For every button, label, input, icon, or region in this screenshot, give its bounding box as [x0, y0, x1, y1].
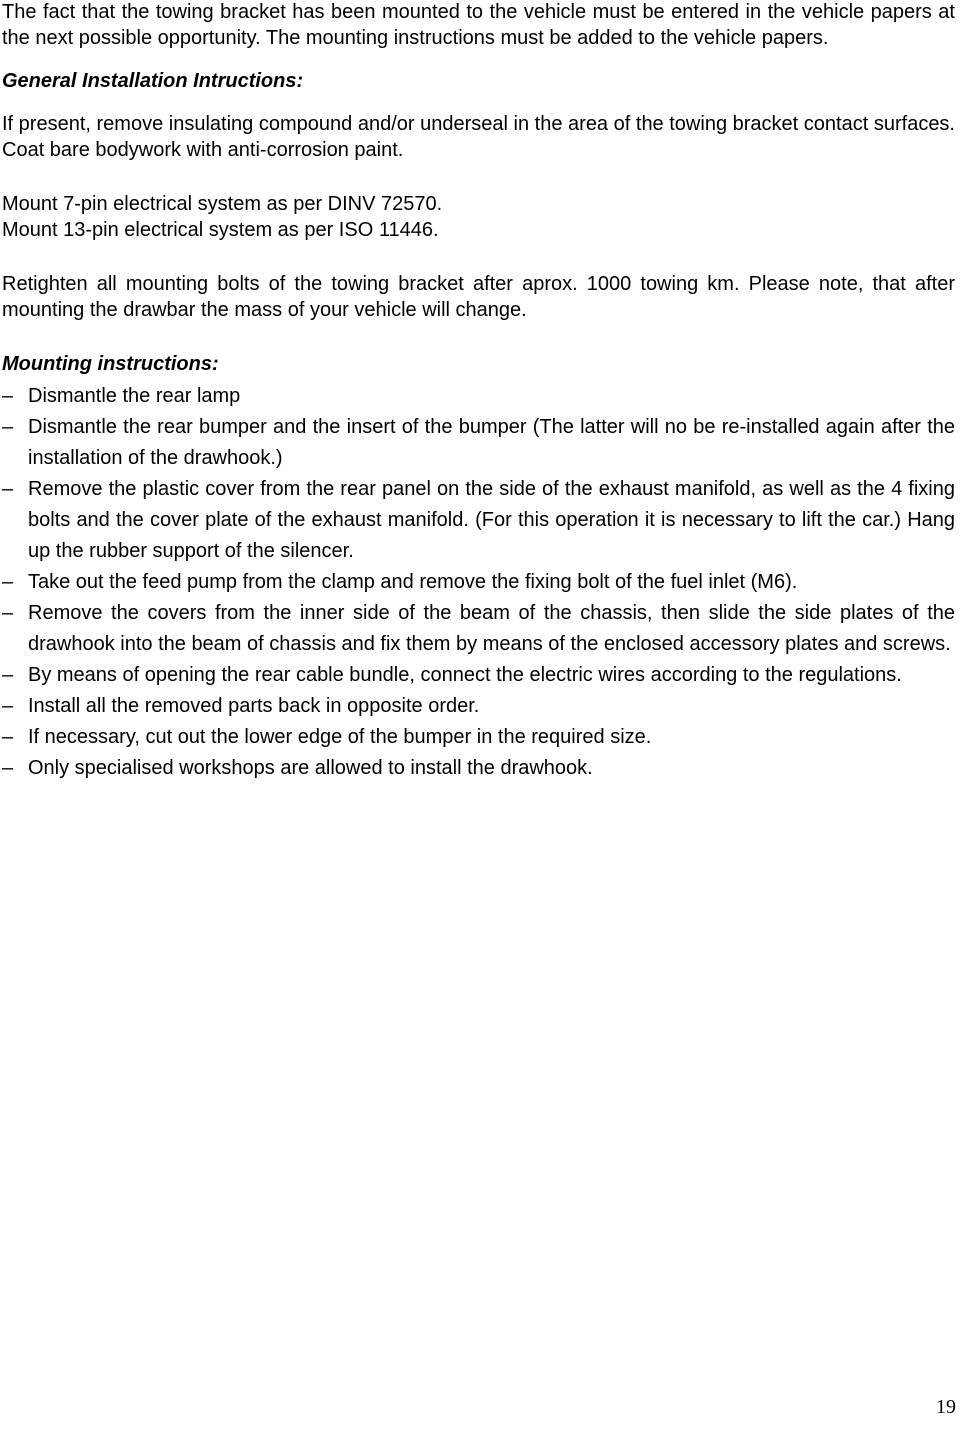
mounting-step	[2, 722, 955, 753]
mounting-step-text: Take out the feed pump from the clamp and remove the fixing bolt of the fuel inlet (M6).	[28, 571, 798, 593]
dash-bullet-icon: –	[2, 602, 14, 624]
mounting-step	[2, 474, 955, 567]
mounting-step-text: Remove the plastic cover from the rear panel on the side of the exhaust manifold, as well as the 4 fixing bolts and the cover plate of the exhaust manifold. (For this operation it is necessary to lift the car.) Hang up the rubber support of the silencer.	[28, 478, 955, 562]
mounting-step	[2, 381, 955, 412]
retighten-paragraph: Retighten all mounting bolts of the towing bracket after aprox. 1000 towing km. Please note, that after mounting the drawbar the mass of your vehicle will change.	[2, 273, 955, 321]
mounting-step-text: Dismantle the rear lamp	[28, 385, 241, 407]
page-number: 19	[936, 1396, 956, 1418]
general-installation-heading: General Installation Intructions:	[2, 70, 304, 92]
mounting-step-text: Dismantle the rear bumper and the insert of the bumper (The latter will no be re-installed again after the installation of the drawhook.)	[28, 416, 955, 469]
mounting-step	[2, 567, 955, 598]
intro-paragraph: The fact that the towing bracket has been mounted to the vehicle must be entered in the vehicle papers at the next possible opportunity. The mounting instructions must be added to the vehicle papers.	[2, 1, 955, 49]
dash-bullet-icon: –	[2, 726, 14, 748]
dash-bullet-icon: –	[2, 571, 14, 593]
dash-bullet-icon: –	[2, 757, 14, 779]
dash-bullet-icon: –	[2, 664, 14, 686]
dash-bullet-icon: –	[2, 385, 14, 407]
mounting-step-text: Remove the covers from the inner side of the beam of the chassis, then slide the side plates of the drawhook into the beam of chassis and fix them by means of the enclosed accessory plates and screws.	[28, 602, 955, 655]
mounting-instructions-heading: Mounting instructions:	[2, 353, 219, 375]
pin7-paragraph: Mount 7-pin electrical system as per DINV 72570.	[2, 193, 443, 215]
mounting-step	[2, 660, 955, 691]
dash-bullet-icon: –	[2, 416, 14, 438]
general-installation-paragraph: If present, remove insulating compound and/or underseal in the area of the towing bracket contact surfaces. Coat bare bodywork with anti-corrosion paint.	[2, 113, 955, 161]
mounting-steps-list	[2, 381, 955, 784]
mounting-step-text: Only specialised workshops are allowed to install the drawhook.	[28, 757, 593, 779]
document-page	[2, 0, 955, 784]
mounting-step	[2, 753, 955, 784]
mounting-step-text: By means of opening the rear cable bundle, connect the electric wires according to the regulations.	[28, 664, 902, 686]
mounting-step	[2, 412, 955, 474]
mounting-step	[2, 598, 955, 660]
dash-bullet-icon: –	[2, 695, 14, 717]
pin13-paragraph: Mount 13-pin electrical system as per ISO 11446.	[2, 219, 439, 241]
mounting-step	[2, 691, 955, 722]
dash-bullet-icon: –	[2, 478, 14, 500]
mounting-step-text: Install all the removed parts back in opposite order.	[28, 695, 480, 717]
mounting-step-text: If necessary, cut out the lower edge of the bumper in the required size.	[28, 726, 652, 748]
